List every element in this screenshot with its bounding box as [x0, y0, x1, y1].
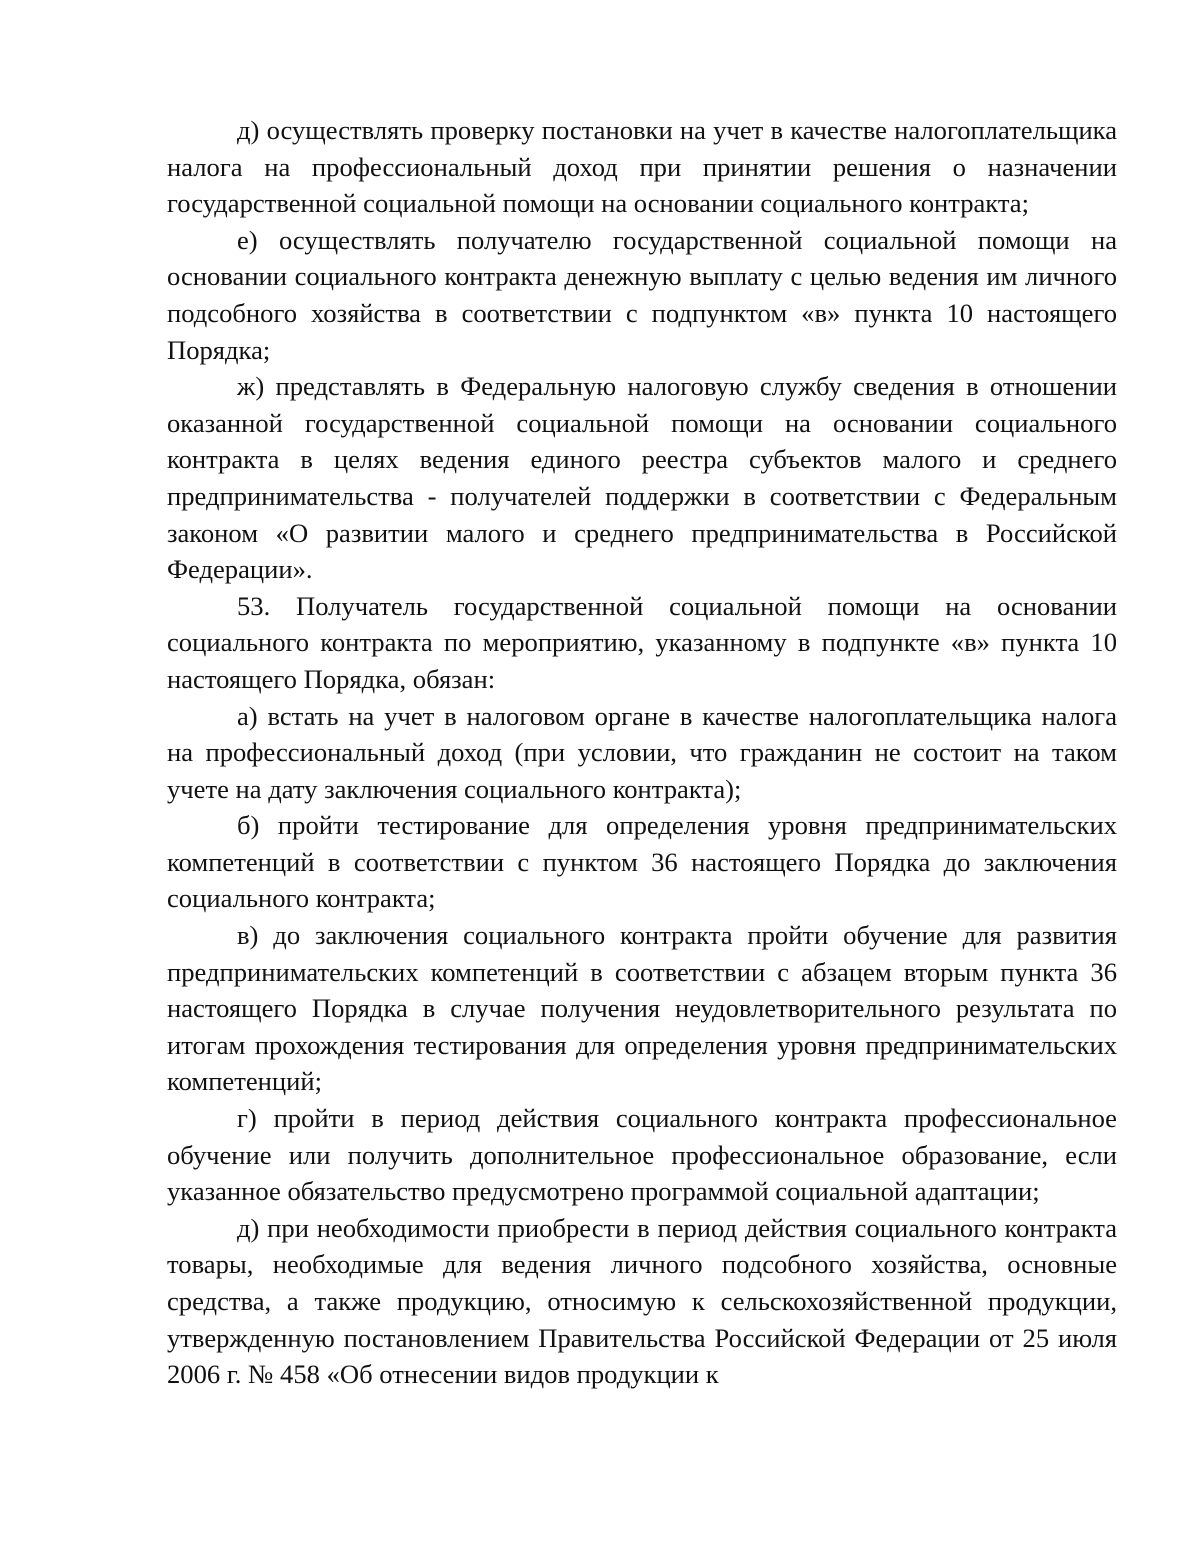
paragraph-zh-submit-to-tax-service: ж) представлять в Федеральную налоговую службу сведения в отношении оказанной государственной социальной помощи на основании социального контракта в целях ведения единого реестра субъектов малого и среднего предпринимательства - получателей поддержки в соответствии с Федеральным законом «О развитии малого и среднего предпринимательства в Российской Федерации».: [167, 371, 1117, 585]
paragraph-a-tax-registration: а) встать на учет в налоговом органе в качестве налогоплательщика налога на профессиональный доход (при условии, что гражданин не состоит на таком учете на дату заключения социального контракта);: [167, 700, 1117, 804]
paragraph-b-testing: б) пройти тестирование для определения уровня предпринимательских компетенций в соответствии с пунктом 36 настоящего Порядка до заключения социального контракта;: [167, 810, 1117, 914]
paragraph-d-verify-registration: д) осуществлять проверку постановки на учет в качестве налогоплательщика налога на профессиональный доход при принятии решения о назначении государственной социальной помощи на основании социального контракта;: [167, 115, 1117, 219]
paragraph-53-recipient-obligations: 53. Получатель государственной социальной помощи на основании социального контракта по мероприятию, указанному в подпункте «в» пункта 10 настоящего Порядка, обязан:: [167, 590, 1117, 694]
paragraph-v-training: в) до заключения социального контракта пройти обучение для развития предпринимательских компетенций в соответствии с абзацем вторым пункта 36 настоящего Порядка в случае получения неудовлетворительного результата по итогам прохождения тестирования для определения уровня предпринимательских компетенций;: [167, 920, 1117, 1097]
paragraph-g-professional-education: г) пройти в период действия социального контракта профессиональное обучение или получить дополнительное профессиональное образование, если указанное обязательство предусмотрено программой социальной адаптации;: [167, 1103, 1117, 1207]
document-body: [167, 112, 1117, 1393]
paragraph-d-purchase-goods: д) при необходимости приобрести в период действия социального контракта товары, необходимые для ведения личного подсобного хозяйства, основные средства, а также продукцию, относимую к сельскохозяйственной продукции, утвержденную постановлением Правительства Российской Федерации от 25 июля 2006 г. № 458 «Об отнесении видов продукции к: [167, 1212, 1117, 1390]
paragraph-e-cash-payment: е) осуществлять получателю государственной социальной помощи на основании социального контракта денежную выплату с целью ведения им личного подсобного хозяйства в соответствии с подпунктом «в» пункта 10 настоящего Порядка;: [167, 224, 1117, 365]
